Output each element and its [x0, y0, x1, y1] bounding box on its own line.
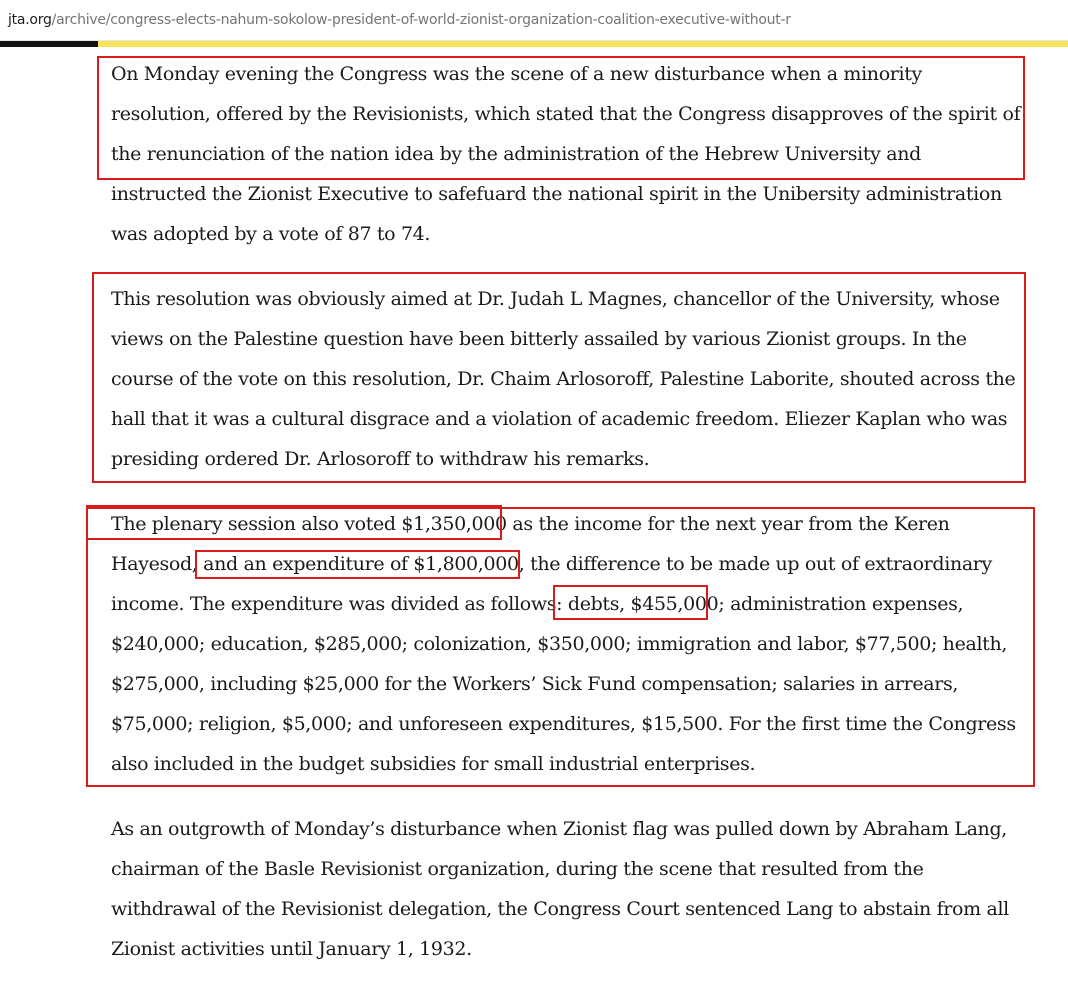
- reading-progress-bar: [0, 41, 1068, 47]
- url-domain: jta.org: [8, 12, 52, 28]
- article-paragraph-1: On Monday evening the Congress was the scene of a new disturbance when a minority resolution, offered by the Revisionists, which stated that the Congress disapproves of the spirit of the renunciation of the nation idea by the administration of the Hebrew University and instructed the Zionist Executive to safefuard the national spirit in the Unibersity administration was adopted by a vote of 87 to 74.: [111, 63, 1021, 245]
- article-paragraph-2: This resolution was obviously aimed at Dr. Judah L Magnes, chancellor of the University, whose views on the Palestine question have been bitterly assailed by various Zionist groups. In the course of the vote on this resolution, Dr. Chaim Arlosoroff, Palestine Laborite, shouted across the hall that it was a cultural disgrace and a violation of academic freedom. Eliezer Kaplan who was presiding ordered Dr. Arlosoroff to withdraw his remarks.: [111, 288, 1016, 470]
- url-text[interactable]: [8, 12, 791, 28]
- article-paragraph-4: As an outgrowth of Monday’s disturbance when Zionist flag was pulled down by Abraham Lang, chairman of the Basle Revisionist organization, during the scene that resulted from the withdrawal of the Revisionist delegation, the Congress Court sentenced Lang to abstain from all Zionist activities until January 1, 1932.: [111, 818, 1009, 960]
- url-path: /archive/congress-elects-nahum-sokolow-president-of-world-zionist-organization-coalition-executive-without-r: [51, 12, 791, 28]
- article-paragraph-3: The plenary session also voted $1,350,000 as the income for the next year from the Keren Hayesod, and an expenditure of $1,800,000, the difference to be made up out of extraordinary income. The expenditure was divided as follows: debts, $455,000; administration expenses, $240,000; education, $285,000; colonization, $350,000; immigration and labor, $77,500; health, $275,000, including $25,000 for the Workers’ Sick Fund compensation; salaries in arrears, $75,000; religion, $5,000; and unforeseen expenditures, $15,500. For the first time the Congress also included in the budget subsidies for small industrial enterprises.: [111, 513, 1016, 775]
- reading-progress-fill: [0, 41, 98, 47]
- address-bar[interactable]: [0, 0, 1068, 41]
